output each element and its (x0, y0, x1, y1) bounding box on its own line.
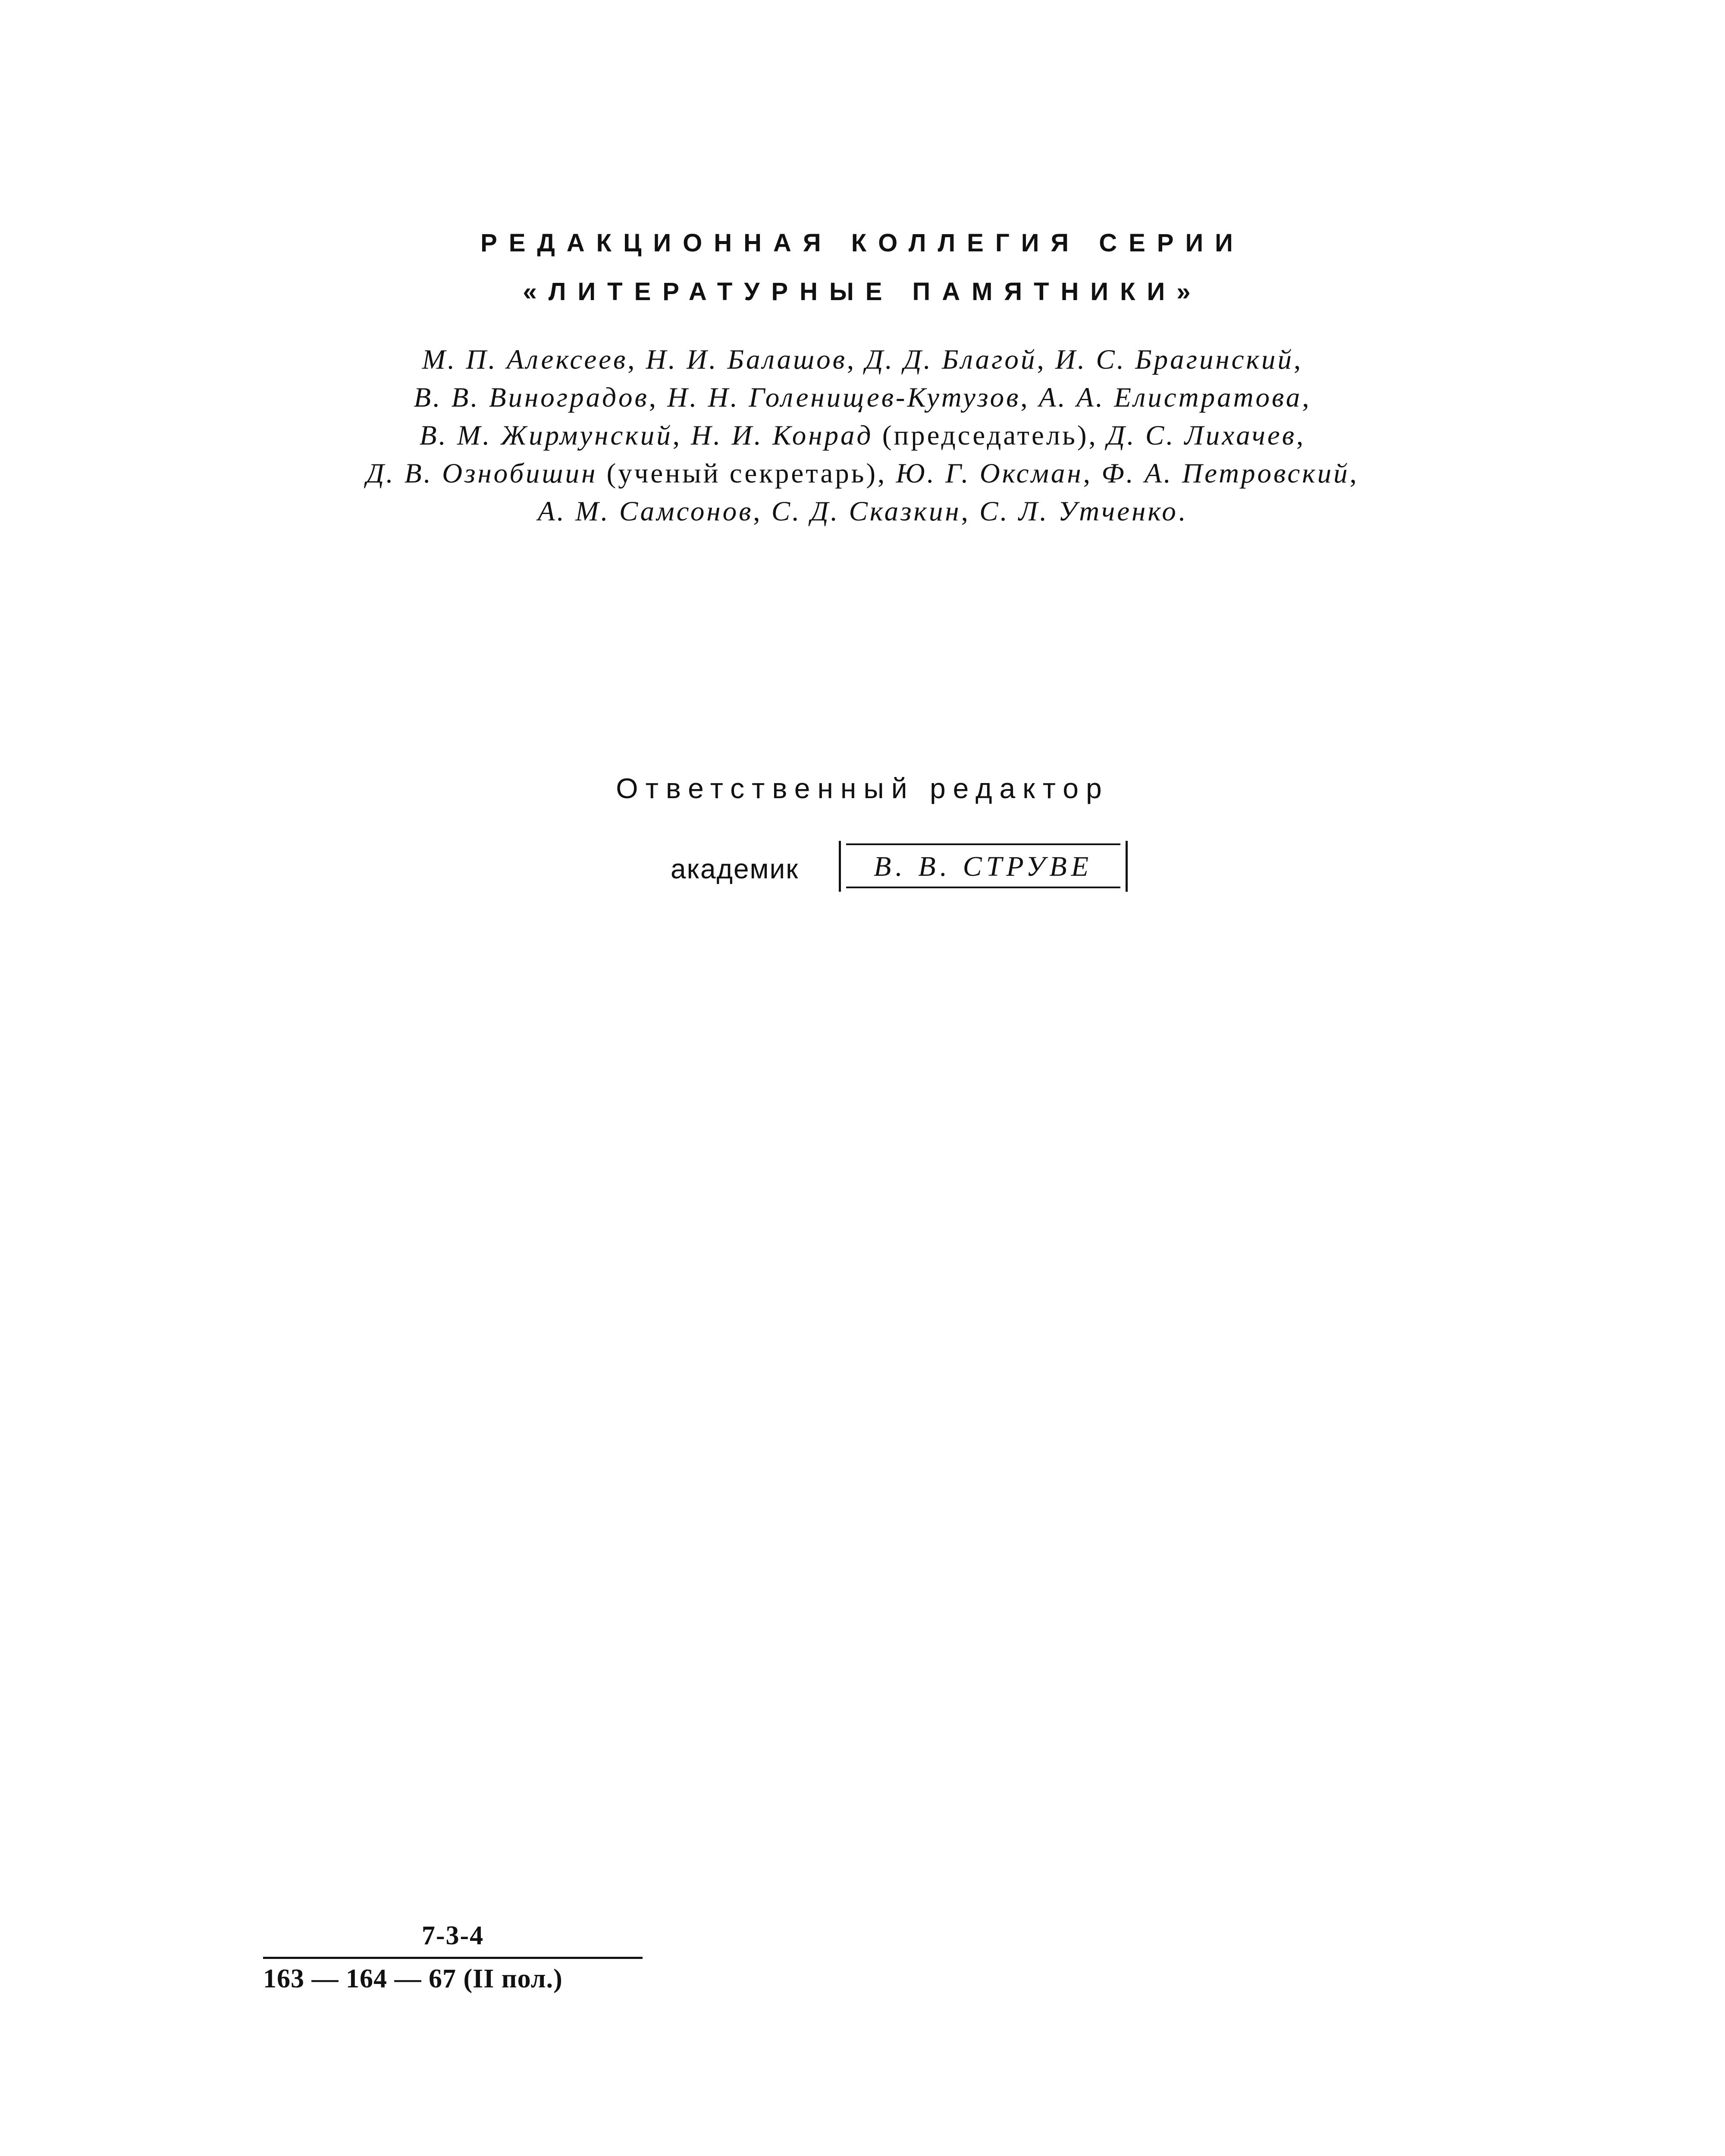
member-name: М. П. Алексеев (422, 344, 628, 375)
imprint-code-top: 7-3-4 (421, 1921, 484, 1950)
separator: , (1083, 458, 1102, 489)
member-name: Ф. А. Петровский (1101, 458, 1350, 489)
member-name: Н. И. Балашов (646, 344, 847, 375)
separator: , (1020, 382, 1039, 413)
member-role-chairman: (председатель), (873, 420, 1107, 451)
separator: , (672, 420, 691, 451)
members-line-1 (0, 341, 1725, 379)
separator: . (1178, 496, 1188, 527)
member-name: А. М. Самсонов (537, 496, 753, 527)
member-name: Д. С. Лихачев (1107, 420, 1296, 451)
separator: , (753, 496, 772, 527)
members-line-2 (0, 379, 1725, 417)
separator: , (1296, 420, 1306, 451)
separator: , (627, 344, 646, 375)
editor-rank: академик (671, 853, 799, 884)
member-name: Д. В. Ознобишин (366, 458, 598, 489)
separator: , (1302, 382, 1311, 413)
member-name: В. М. Жирмунский (419, 420, 673, 451)
member-name: Ю. Г. Оксман (896, 458, 1083, 489)
separator: , (961, 496, 980, 527)
members-line-3 (0, 417, 1725, 454)
member-name: А. А. Елистратова (1038, 382, 1302, 413)
board-heading-line-2: «ЛИТЕРАТУРНЫЕ ПАМЯТНИКИ» (523, 278, 1202, 306)
imprint-code-bottom: 163 — 164 — 67 (II пол.) (263, 1964, 563, 1993)
separator: , (649, 382, 668, 413)
member-name: И. С. Брагинский (1055, 344, 1294, 375)
member-role-secretary: (ученый секретарь), (597, 458, 896, 489)
separator: , (1349, 458, 1359, 489)
members-line-4 (0, 454, 1725, 492)
member-name: Н. И. Конрад (691, 420, 873, 451)
publication-imprint (263, 1915, 643, 1999)
separator: , (847, 344, 866, 375)
separator: , (1037, 344, 1055, 375)
member-name: Н. Н. Голенищев-Кутузов (667, 382, 1021, 413)
member-name: С. Л. Утченко (979, 496, 1178, 527)
members-line-5 (0, 492, 1725, 530)
editor-name: В. В. СТРУВЕ (873, 851, 1093, 882)
editor-name-frame (839, 841, 1128, 892)
member-name: Д. Д. Благой (865, 344, 1037, 375)
member-name: В. В. Виноградов (414, 382, 649, 413)
separator: , (1293, 344, 1303, 375)
responsible-editor-title: Ответственный редактор (616, 772, 1109, 804)
member-name: С. Д. Сказкин (771, 496, 961, 527)
board-heading-line-1: РЕДАКЦИОННАЯ КОЛЛЕГИЯ СЕРИИ (480, 229, 1245, 257)
board-members-list (0, 341, 1725, 530)
